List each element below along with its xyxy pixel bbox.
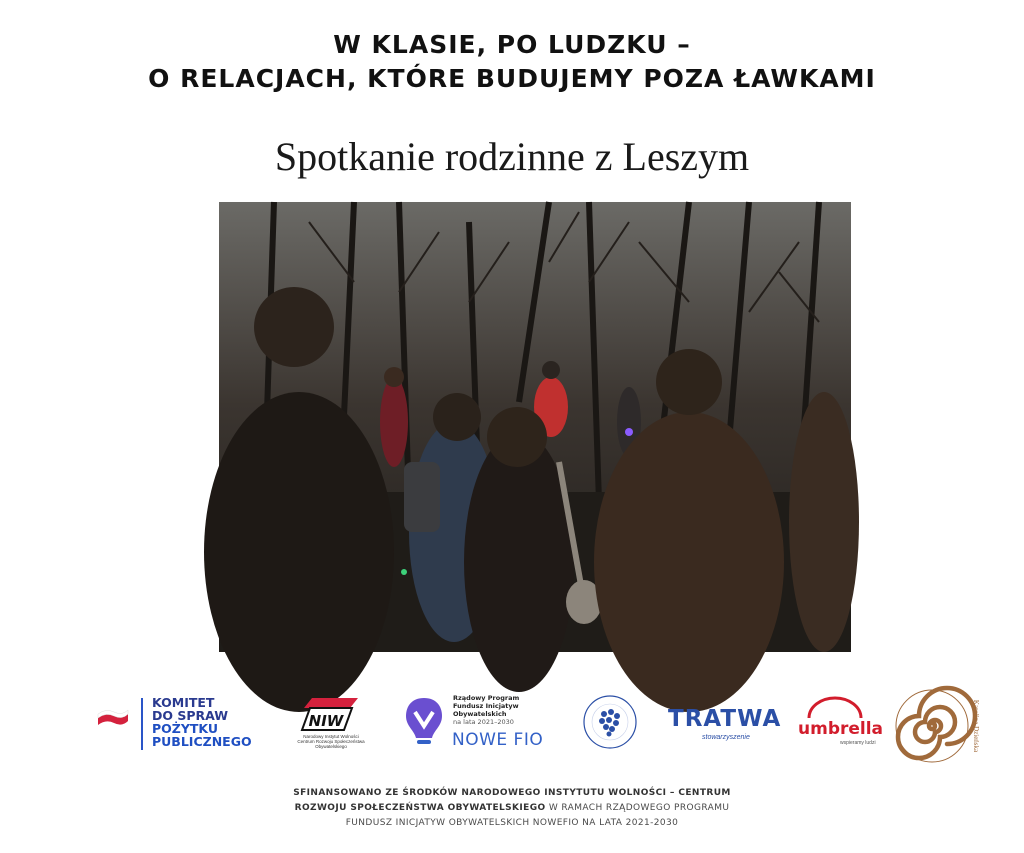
partner-logos	[0, 686, 1024, 766]
kppp-divider	[141, 698, 143, 750]
nowe-fio-text: NOWE FIO	[452, 730, 544, 750]
fio-bulb-icon	[404, 696, 444, 746]
event-photo	[219, 202, 851, 652]
svg-text:NIW: NIW	[308, 712, 344, 730]
spiral-logo-icon	[894, 686, 978, 766]
umbrella-arc-icon	[806, 696, 864, 720]
funding-line-2: ROZWOJU SPOŁECZEŃSTWA OBYWATELSKIEGO W RAMACH RZĄDOWEGO PROGRAMU	[294, 803, 730, 813]
subtitle: Spotkanie rodzinne z Leszym	[274, 134, 750, 179]
umbrella-logo-text: umbrella	[798, 719, 884, 739]
fio-program-text: Rządowy Program Fundusz Inicjatyw Obywatelskich na lata 2021–2030	[453, 694, 520, 726]
funding-statement	[0, 786, 1024, 831]
umbrella-subtitle: wspieramy ludzi	[840, 740, 876, 746]
funding-line-3: FUNDUSZ INICJATYW OBYWATELSKICH NOWEFIO NA LATA 2021-2030	[345, 818, 679, 828]
federation-logo-icon	[582, 694, 638, 750]
funding-line-1: SFINANSOWANO ZE ŚRODKÓW NARODOWEGO INSTYTUTU WOLNOŚCI – CENTRUM	[293, 788, 731, 798]
niw-logo-icon	[300, 694, 360, 732]
tratwa-logo-text: TRATWA	[668, 706, 782, 732]
niw-subtitle: Narodowy Instytut Wolności Centrum Rozwoju Społeczeństwa Obywatelskiego	[297, 734, 365, 749]
kppp-logo-text: KOMITET DO SPRAW POŻYTKU PUBLICZNEGO	[152, 695, 252, 749]
polish-flag-icon	[96, 710, 130, 732]
title-line-1: W KLASIE, PO LUDZKU –	[333, 30, 691, 59]
svg-text:Karolina Dzieńska: Karolina Dzieńska	[972, 699, 980, 753]
title-line-2: O RELACJACH, KTÓRE BUDUJEMY POZA ŁAWKAMI	[148, 64, 876, 93]
tratwa-subtitle: stowarzyszenie	[702, 734, 750, 741]
